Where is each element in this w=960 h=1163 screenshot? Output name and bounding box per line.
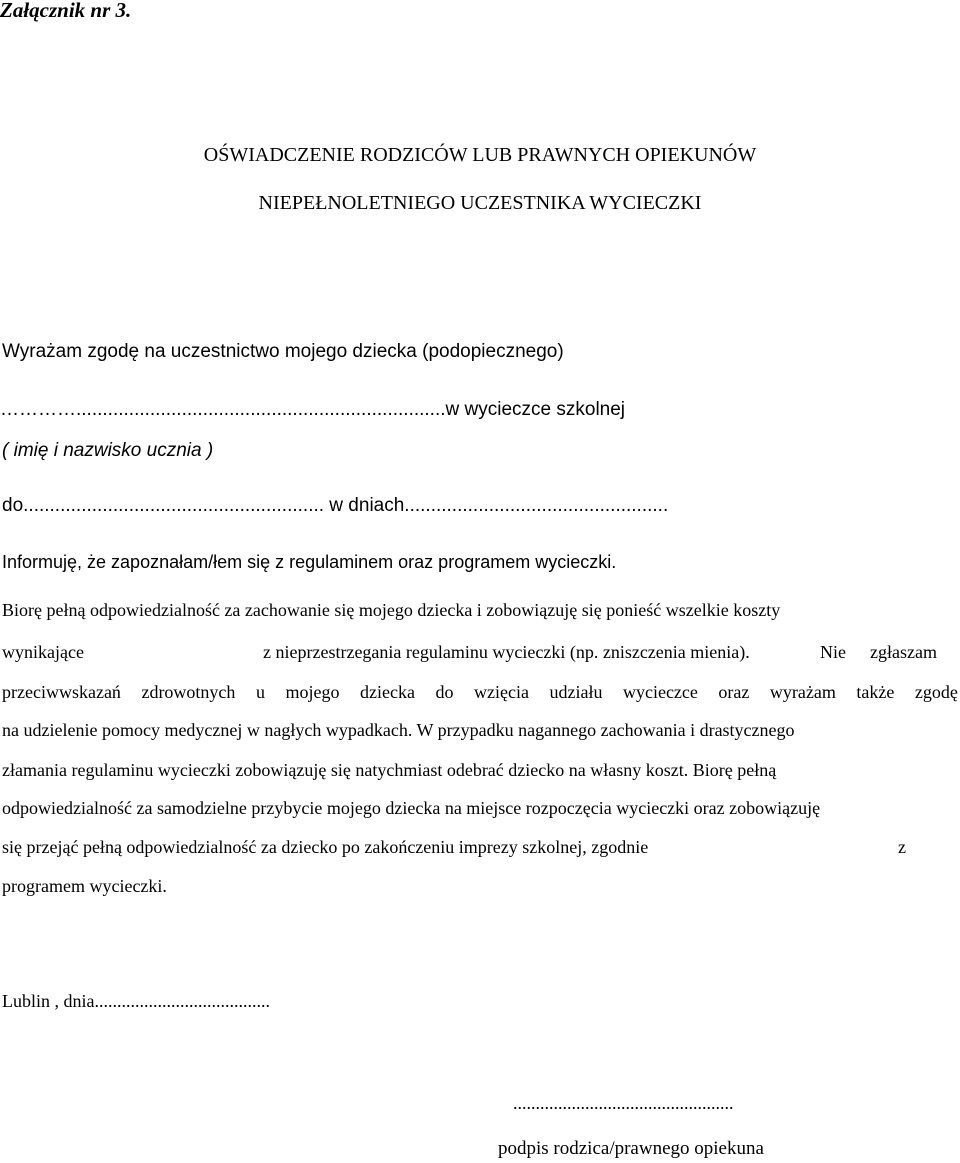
responsibility-line-2-end: Nie: [820, 642, 846, 662]
responsibility-line-7-end: z: [898, 837, 906, 857]
consent-statement: Wyrażam zgodę na uczestnictwo mojego dziecka (podopiecznego): [2, 341, 564, 362]
responsibility-line-7: się przejąć pełną odpowiedzialność za dziecko po zakończeniu imprezy szkolnej, zgodnie: [2, 837, 649, 857]
responsibility-line-6: odpowiedzialność za samodzielne przybycie mojego dziecka na miejsce rozpoczęcia wycieczki oraz zobowiązuję: [2, 798, 821, 818]
document-title-line-2: NIEPEŁNOLETNIEGO UCZESTNIKA WYCIECZKI: [258, 192, 702, 214]
signature-caption: podpis rodzica/prawnego opiekuna: [498, 1138, 764, 1159]
responsibility-line-3: przeciwwskazań zdrowotnych u mojego dziecka do wzięcia udziału wycieczce oraz wyrażam także zgodę: [2, 682, 958, 702]
regulations-info-line: Informuję, że zapoznałam/łem się z regulaminem oraz programem wycieczki.: [2, 552, 617, 572]
annex-label: Załącznik nr 3.: [0, 0, 132, 22]
document-title-line-1: OŚWIADCZENIE RODZICÓW LUB PRAWNYCH OPIEKUNÓW: [203, 144, 757, 166]
responsibility-line-8: programem wycieczki.: [2, 876, 167, 896]
responsibility-line-5: złamania regulaminu wycieczki zobowiązuję się natychmiast odebrać dziecko na własny koszt. Biorę pełną: [2, 760, 777, 780]
student-name-fill-line: …………......................................................................w wycieczce szkolnej: [0, 399, 626, 420]
responsibility-line-2-middle: z nieprzestrzegania regulaminu wycieczki (np. zniszczenia mienia).: [263, 642, 750, 662]
responsibility-line-2: wynikające: [2, 642, 84, 662]
student-name-caption: ( imię i nazwisko ucznia ): [2, 440, 214, 461]
destination-dates-fill-line: do......................................................... w dniach..................................................: [2, 495, 669, 516]
signature-line: .................................................: [513, 1093, 734, 1113]
responsibility-line-2-last: zgłaszam: [870, 642, 937, 662]
responsibility-line-1: Biorę pełną odpowiedzialność za zachowanie się mojego dziecka i zobowiązuję się ponieść wszelkie koszty: [2, 600, 781, 620]
responsibility-line-4: na udzielenie pomocy medycznej w nagłych wypadkach. W przypadku nagannego zachowania i drastycznego: [2, 720, 795, 740]
place-and-date-line: Lublin , dnia.......................................: [2, 991, 270, 1011]
